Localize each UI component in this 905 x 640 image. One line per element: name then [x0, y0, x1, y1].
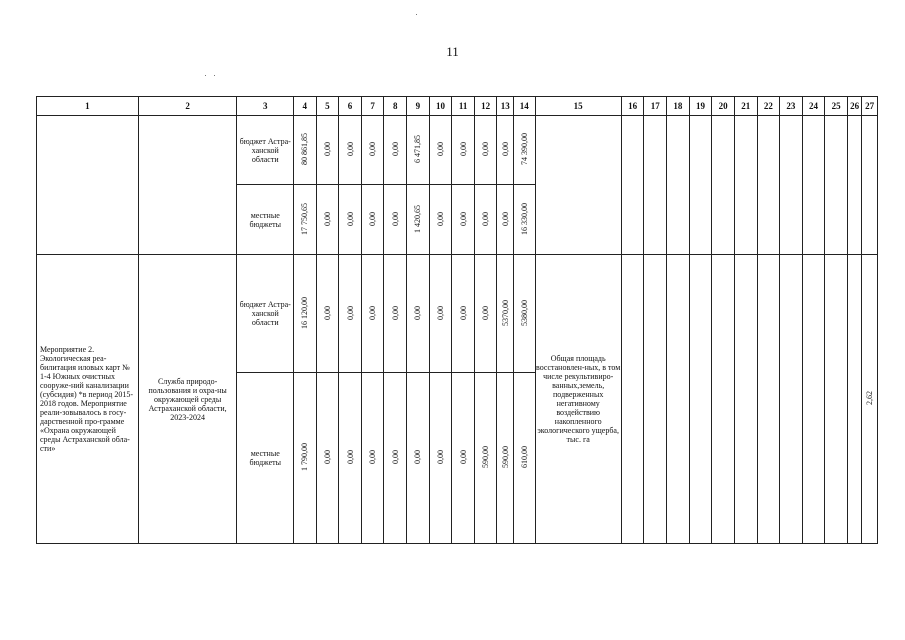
amount-value: 17 750,65: [300, 202, 310, 235]
indicator-value: 2,62: [865, 391, 875, 405]
amount-cell: [316, 185, 339, 255]
amount-cell: [384, 116, 407, 185]
amount-cell: [407, 185, 430, 255]
indicator-value-cell: [802, 116, 825, 255]
amount-cell: [474, 255, 497, 373]
amount-value: 1 420,65: [413, 204, 423, 233]
column-header: 7: [361, 97, 384, 116]
amount-cell: [407, 255, 430, 373]
amount-value: 0,00: [345, 142, 355, 156]
amount-value: 0,00: [500, 142, 510, 156]
column-header: 23: [780, 97, 803, 116]
indicator-value-cell: [621, 116, 644, 255]
amount-cell: [452, 373, 475, 544]
amount-value: 0,00: [345, 305, 355, 320]
column-header: 16: [621, 97, 644, 116]
amount-cell: [361, 255, 384, 373]
amount-value: 0,00: [435, 142, 445, 156]
scan-speck: [205, 75, 206, 76]
amount-value: 590,00: [500, 446, 510, 468]
measure-name-cell: Мероприятие 2. Экологическая реа-билитация иловых карт № 1-4 Южных очистных сооруже-ний канализации (субсидия) *в период 2015-2018 годов. Мероприятие реали-зовывалось в госу-дарственной про-грамме «Охрана окружающей среды Астраханской обла-сти»: [37, 255, 139, 544]
amount-cell: [474, 185, 497, 255]
amount-cell: [294, 255, 317, 373]
amount-cell: [497, 185, 513, 255]
amount-cell: [497, 373, 513, 544]
indicator-value-cell: [757, 255, 780, 544]
amount-cell: [294, 373, 317, 544]
amount-value: 0,00: [458, 142, 468, 156]
amount-value: 0,00: [345, 211, 355, 226]
column-header: 18: [667, 97, 690, 116]
amount-value: 16 120,00: [300, 296, 310, 329]
scan-speck: [214, 75, 215, 76]
amount-cell: [316, 255, 339, 373]
amount-cell: [513, 116, 535, 185]
measure-name-cell-empty: [37, 116, 139, 255]
amount-cell: [384, 255, 407, 373]
amount-value: 0,00: [322, 450, 332, 464]
amount-value: 0,00: [481, 142, 491, 156]
budget-source-cell: бюджет Астра-ханской области: [237, 116, 294, 185]
amount-cell: [361, 116, 384, 185]
table-row: [37, 116, 878, 185]
indicator-value-cell: [689, 255, 712, 544]
indicator-value-cell: [644, 116, 667, 255]
indicator-value-cell: [621, 255, 644, 544]
indicator-value-cell: [862, 116, 878, 255]
column-header: 8: [384, 97, 407, 116]
column-header: 24: [802, 97, 825, 116]
amount-value: 0,00: [368, 211, 378, 226]
budget-source-cell: местные бюджеты: [237, 373, 294, 544]
indicator-value-cell: [862, 255, 878, 544]
amount-cell: [429, 255, 452, 373]
column-header: 22: [757, 97, 780, 116]
amount-value: 0,00: [390, 211, 400, 226]
budget-source-cell: бюджет Астра-ханской области: [237, 255, 294, 373]
amount-value: 0,00: [345, 450, 355, 464]
amount-value: 610,00: [519, 446, 529, 468]
indicator-cell: Общая площадь восстановлен-ных, в том числе рекультивиро-ванных,земель, подверженных негативному воздействию накопленного экологического ущерба, тыс. га: [535, 255, 621, 544]
amount-cell: [384, 185, 407, 255]
amount-cell: [474, 116, 497, 185]
amount-cell: [513, 255, 535, 373]
column-header: 17: [644, 97, 667, 116]
executor-cell-empty: [138, 116, 237, 255]
amount-value: 0,00: [368, 305, 378, 320]
indicator-value-cell: [825, 116, 848, 255]
column-header: 13: [497, 97, 513, 116]
indicator-value-cell: [734, 255, 757, 544]
scan-speck: [416, 14, 417, 15]
amount-cell: [513, 373, 535, 544]
indicator-value-cell: [667, 116, 690, 255]
column-header: 2: [138, 97, 237, 116]
amount-value: 0,00: [458, 211, 468, 226]
column-header: 25: [825, 97, 848, 116]
amount-value: 0,00: [435, 450, 445, 464]
indicator-value-cell: [825, 255, 848, 544]
amount-cell: [294, 185, 317, 255]
page-number: 11: [446, 44, 459, 59]
indicator-value-cell: [802, 255, 825, 544]
column-header: 20: [712, 97, 735, 116]
column-header: 15: [535, 97, 621, 116]
amount-cell: [513, 185, 535, 255]
amount-cell: [316, 116, 339, 185]
column-header: 27: [862, 97, 878, 116]
indicator-value-cell: [780, 116, 803, 255]
indicator-cell-empty: [535, 116, 621, 255]
column-header: 11: [452, 97, 475, 116]
column-header: 5: [316, 97, 339, 116]
amount-cell: [452, 255, 475, 373]
amount-value: 590,00: [481, 446, 491, 468]
column-header: 26: [847, 97, 861, 116]
amount-cell: [294, 116, 317, 185]
executor-cell: Служба природо-пользования и охра-ны окружающей среды Астраханской области, 2023-2024: [138, 255, 237, 544]
amount-cell: [497, 255, 513, 373]
indicator-value-cell: [734, 116, 757, 255]
amount-cell: [497, 116, 513, 185]
amount-cell: [452, 185, 475, 255]
amount-value: 0,00: [390, 305, 400, 320]
amount-cell: [452, 116, 475, 185]
amount-value: 0,00: [458, 450, 468, 464]
column-header: 14: [513, 97, 535, 116]
amount-value: 0,00: [435, 211, 445, 226]
column-header: 4: [294, 97, 317, 116]
amount-value: 5380,00: [519, 299, 529, 326]
column-header: 10: [429, 97, 452, 116]
amount-value: 0,00: [368, 450, 378, 464]
column-header: 19: [689, 97, 712, 116]
column-header: 3: [237, 97, 294, 116]
budget-source-cell: местные бюджеты: [237, 185, 294, 255]
amount-cell: [429, 185, 452, 255]
amount-cell: [339, 255, 362, 373]
amount-value: 0,00: [368, 142, 378, 156]
amount-value: 0,00: [390, 450, 400, 464]
indicator-value-cell: [847, 116, 861, 255]
amount-value: 5370,00: [500, 299, 510, 326]
amount-cell: [339, 185, 362, 255]
indicator-value-cell: [689, 116, 712, 255]
indicator-value-cell: [847, 255, 861, 544]
amount-cell: [429, 116, 452, 185]
amount-value: 0,00: [481, 305, 491, 320]
amount-cell: [316, 373, 339, 544]
amount-value: 0,00: [500, 211, 510, 226]
column-header: 12: [474, 97, 497, 116]
amount-value: 0,00: [413, 305, 423, 320]
amount-cell: [384, 373, 407, 544]
program-table: [36, 96, 878, 544]
amount-cell: [474, 373, 497, 544]
amount-value: 1 790,00: [300, 443, 310, 471]
amount-cell: [339, 116, 362, 185]
column-header: 6: [339, 97, 362, 116]
indicator-value-cell: [644, 255, 667, 544]
amount-value: 80 861,85: [300, 133, 310, 165]
amount-cell: [429, 373, 452, 544]
amount-value: 74 390,00: [519, 133, 529, 165]
amount-value: 0,00: [458, 305, 468, 320]
amount-value: 0,00: [481, 211, 491, 226]
amount-value: 0,00: [322, 142, 332, 156]
amount-cell: [361, 373, 384, 544]
amount-value: 0,00: [322, 305, 332, 320]
column-header: 1: [37, 97, 139, 116]
amount-value: 0,00: [322, 211, 332, 226]
indicator-value-cell: [757, 116, 780, 255]
table-row: [37, 255, 878, 373]
column-header: 21: [734, 97, 757, 116]
amount-value: 0,00: [390, 142, 400, 156]
amount-cell: [361, 185, 384, 255]
indicator-value-cell: [667, 255, 690, 544]
indicator-value-cell: [712, 116, 735, 255]
amount-cell: [339, 373, 362, 544]
indicator-value-cell: [780, 255, 803, 544]
header-row: [37, 97, 878, 116]
amount-value: 0,00: [413, 450, 423, 464]
column-header: 9: [407, 97, 430, 116]
amount-value: 16 330,00: [519, 202, 529, 235]
amount-cell: [407, 373, 430, 544]
amount-cell: [407, 116, 430, 185]
indicator-value-cell: [712, 255, 735, 544]
amount-value: 0,00: [435, 305, 445, 320]
amount-value: 6 471,85: [413, 135, 423, 163]
